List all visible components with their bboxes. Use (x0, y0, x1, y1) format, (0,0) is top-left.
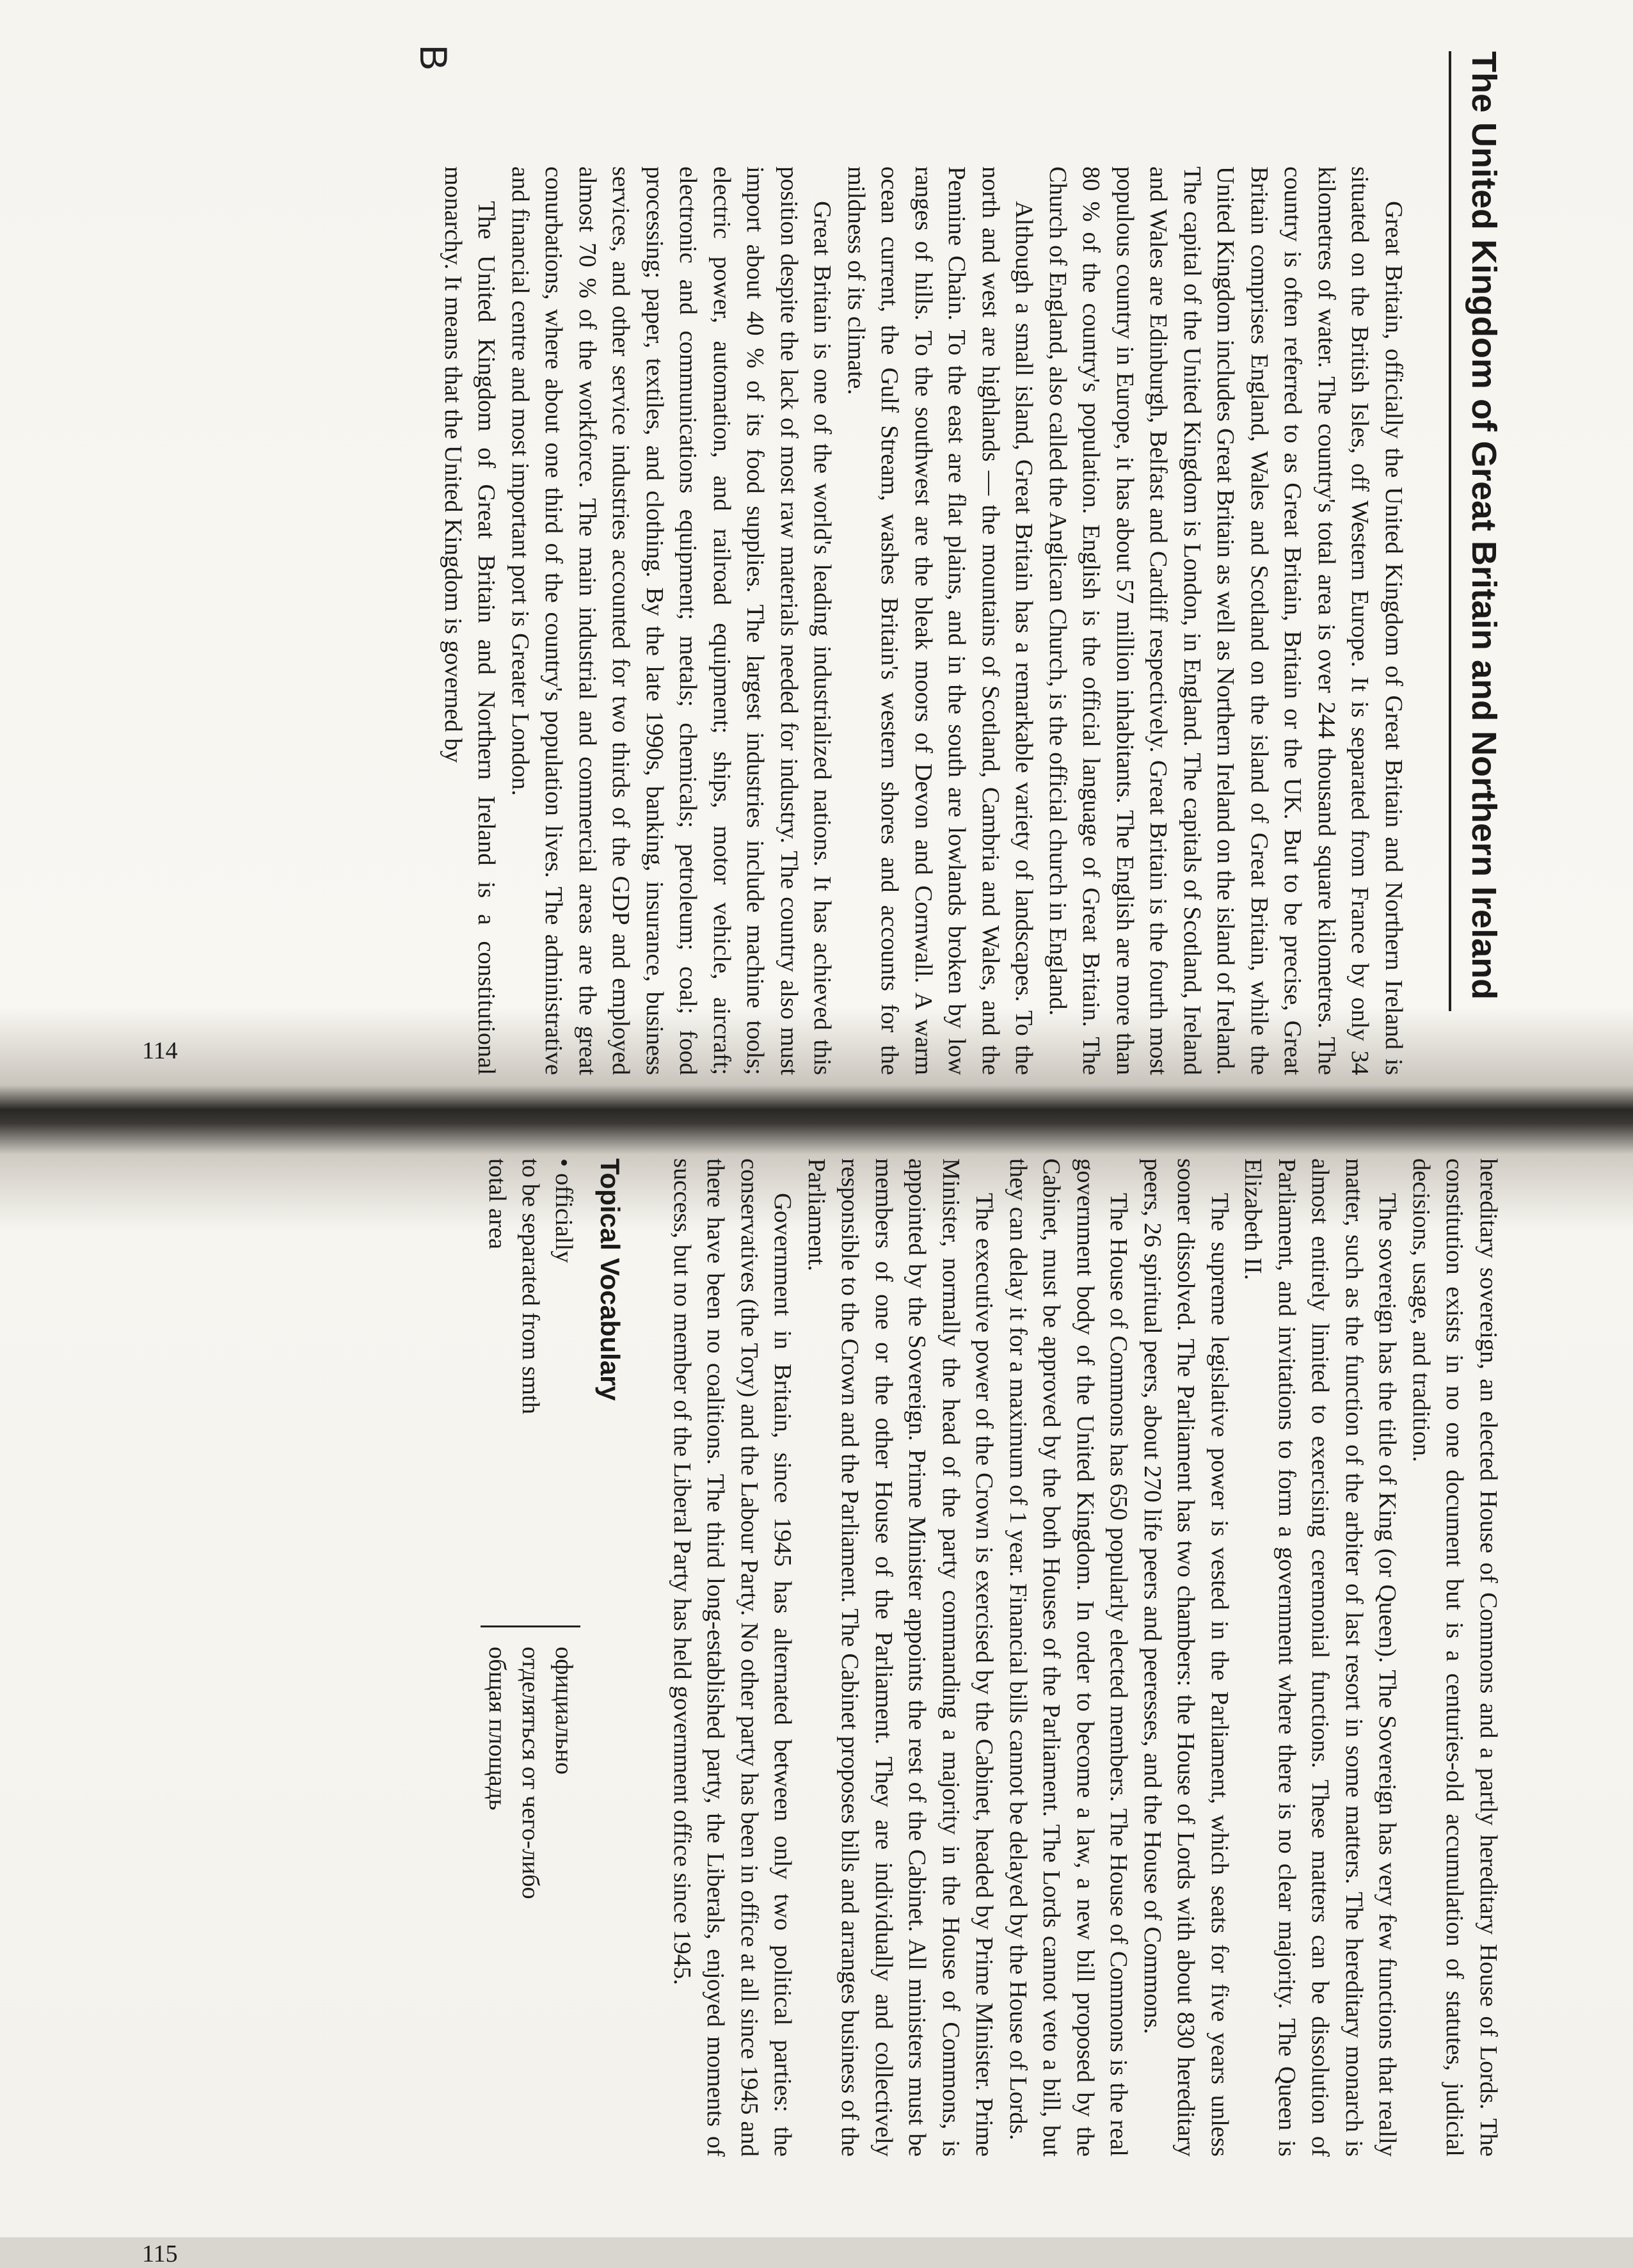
vocabulary-row (514, 1158, 547, 2131)
paragraph-8: The House of Commons has 650 popularly elected members. The House of Commons is the real government body of the United Kingdom. In order to become a law, a new bill proposed by the Cabinet, must be approved by the both Houses of the Parliament. The Lords cannot veto a bill, but they can delay it for a maximum of 1 year. Financial bills cannot be delayed by the House of Lords. (1005, 1158, 1133, 2157)
chapter-title: The United Kingdom of Great Britain and Northern Ireland (1449, 51, 1505, 1011)
right-page (0, 1139, 1633, 2267)
vocabulary-translation: общая площадь (484, 1647, 511, 1810)
paragraph-1: Great Britain, officially the United Kingdom of Great Britain and Northern Ireland is situated on the British Isles, off Western Europe. It is separated from France by only 34 kilometres of water. The country's total area is over 244 thousand square kilometres. The country is often referred to as Great Britain, Britain or the UK. But to be precise, Great Britain comprises England, Wales and Scotland on the island of Great Britain, while the United Kingdom includes Great Britain as well as Northern Ireland on the island of Ireland. The capital of the United Kingdom is London, in England. The capitals of Scotland, Ireland and Wales are Edinburgh, Belfast and Cardiff respectively. Great Britain is the fourth most populous country in Europe, it has about 57 million inhabitants. The English are more than 80 % of the country's population. English is the official language of Great Britain. The Church of England, also called the Anglican Church, is the official church in England. (1044, 166, 1407, 1075)
section-letter: B (412, 45, 455, 71)
page-number-left: 114 (142, 1037, 178, 1064)
paragraph-9: The executive power of the Crown is exercised by the Cabinet, headed by Prime Minister. Prime Minister, normally the head of the party commanding a majority in the House of Commons, is appointed by the Sovereign. Prime Minister appoints the rest of the Cabinet. All ministers must be members of one or the other House of the Parliament. They are individually and collectively responsible to the Crown and the Parliament. The Cabinet proposes bills and arranges business of the Parliament. (803, 1158, 998, 2157)
right-text-column (481, 1158, 1505, 2157)
vocabulary-table (481, 1158, 580, 2131)
paragraph-4: The United Kingdom of Great Britain and Northern Ireland is a constitutional monarchy. It means that the United Kingdom is governed by (440, 166, 500, 1075)
vocabulary-row (547, 1158, 580, 2131)
left-page (0, 0, 1633, 1088)
vocabulary-row (481, 1158, 514, 2131)
paragraph-10: Government in Britain, since 1945 has alternated between only two political parties: the conservatives (the Tory) and the Labour Party. No other party has been in office at all since 1945 and there have been no coalitions. The third long-established party, the Liberals, enjoyed moments of success, but no member of the Liberal Party has held government office since 1945. (669, 1158, 797, 2157)
vocabulary-title: Topical Vocabulary (595, 1158, 626, 1401)
paragraph-6: The sovereign has the title of King (or Queen). The Sovereign has very few functions that really matter, such as the function of the arbiter of last resort in some matters. The hereditary monarch is almost entirely limited to exercising ceremonial functions. These matters can be dissolution of Parliament, and invitations to form a government where there is no clear majority. The Queen is Elizabeth II. (1239, 1158, 1401, 2157)
vocabulary-translation: отделяться от чего-либо (517, 1647, 544, 1899)
paragraph-5: hereditary sovereign, an elected House of Commons and a partly hereditary House of Lords. The constitution exists in no one document but is a centuries-old accumulation of statutes, judicial decisions, usage, and tradition. (1408, 1158, 1502, 2157)
paragraph-2: Although a small island, Great Britain has a remarkable variety of landscapes. To the north and west are highlands — the mountains of Scotland, Cambria and Wales, and the Pennine Chain. To the east are flat plains, and in the south are lowlands broken by low ranges of hills. To the southwest are the bleak moors of Devon and Cornwall. A warm ocean current, the Gulf Stream, washes Britain's western shores and accounts for the mildness of its climate. (843, 166, 1038, 1075)
vocabulary-term: total area (481, 1158, 514, 1627)
vocabulary-term: to be separated from smth (514, 1158, 547, 1627)
paragraph-3: Great Britain is one of the world's leading industrialized nations. It has achieved this position despite the lack of most raw materials needed for industry. The country also must import about 40 % of its food supplies. The largest industries include machine tools; electric power, automation, and railroad equipment; ships, motor vehicle, aircraft; electronic and communications equipment; metals; chemicals; petroleum; coal; food processing; paper, textiles, and clothing. By the late 1990s, banking, insurance, business services, and other service industries accounted for two thirds of the GDP and employed almost 70 % of the workforce. The main industrial and commercial areas are the great conurbations, where about one third of the country's population lives. The administrative and financial centre and most important port is Greater London. (507, 166, 836, 1075)
vocabulary-translation: официально (550, 1647, 577, 1775)
paragraph-7: The supreme legislative power is vested in the Parliament, which seats for five years unless sooner dissolved. The Parliament has two chambers: the House of Lords with about 830 hereditary peers, 26 spiritual peers, about 270 life peers and peeresses, and the House of Commons. (1139, 1158, 1233, 2157)
page-number-right: 115 (142, 2240, 178, 2267)
vocabulary-term: • officially (547, 1158, 580, 1627)
left-text-column (436, 51, 1506, 1075)
